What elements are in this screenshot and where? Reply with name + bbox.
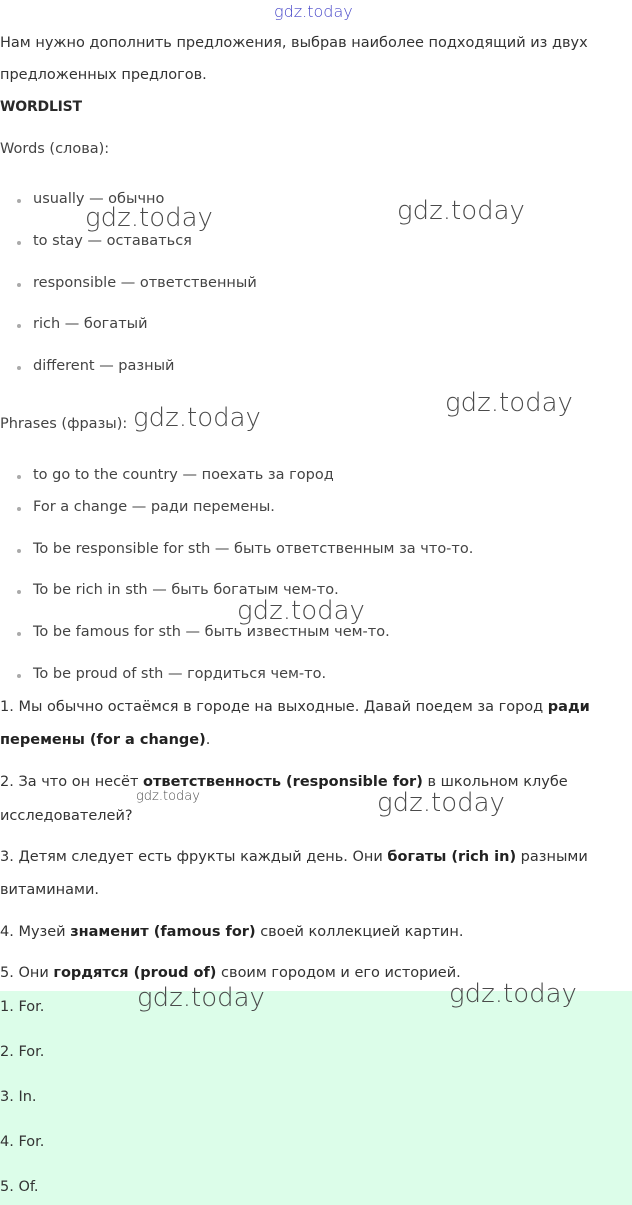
- watermark: gdz.today: [133, 403, 261, 433]
- sentence-3-line-1: 3. Детям следует есть фрукты каждый день. Они богаты (rich in) разными: [0, 849, 588, 865]
- list-item: To be rich in sth — быть богатым чем-то.: [33, 582, 339, 598]
- answer-5: 5. Of.: [0, 1179, 39, 1195]
- answer-3: 3. In.: [0, 1089, 37, 1105]
- wordlist-heading: WORDLIST: [0, 99, 82, 115]
- phrases-label: Phrases (фразы):: [0, 416, 128, 432]
- sentence-3-line-2: витаминами.: [0, 882, 100, 898]
- watermark: gdz.today: [85, 203, 213, 233]
- watermark: gdz.today: [237, 596, 365, 626]
- answers-panel: [0, 991, 632, 1205]
- intro-line-2: предложенных предлогов.: [0, 67, 207, 83]
- list-item: To be famous for sth — быть известным чем-то.: [33, 624, 390, 640]
- list-item: For a change — ради перемены.: [33, 499, 275, 515]
- watermark: gdz.today: [136, 789, 200, 804]
- answer-1: 1. For.: [0, 999, 45, 1015]
- sentence-2-line-1: 2. За что он несёт ответственность (responsible for) в школьном клубе: [0, 774, 568, 790]
- list-item: To be responsible for sth — быть ответственным за что-то.: [33, 541, 474, 557]
- words-label: Words (слова):: [0, 141, 110, 157]
- sentence-1-line-1: 1. Мы обычно остаёмся в городе на выходные. Давай поедем за город ради: [0, 699, 590, 715]
- list-item: responsible — ответственный: [33, 275, 257, 291]
- list-item: rich — богатый: [33, 316, 148, 332]
- answer-4: 4. For.: [0, 1134, 45, 1150]
- list-item: to stay — оставаться: [33, 233, 192, 249]
- sentence-5: 5. Они гордятся (proud of) своим городом и его историей.: [0, 965, 461, 981]
- list-item: To be proud of sth — гордиться чем-то.: [33, 666, 327, 682]
- watermark: gdz.today: [377, 788, 505, 818]
- watermark: gdz.today: [445, 388, 573, 418]
- sentence-2-line-2: исследователей?: [0, 808, 133, 824]
- watermark-top: gdz.today: [274, 2, 353, 21]
- watermark: gdz.today: [449, 979, 577, 1009]
- list-item: usually — обычно: [33, 191, 165, 207]
- watermark: gdz.today: [137, 983, 265, 1013]
- answer-2: 2. For.: [0, 1044, 45, 1060]
- sentence-1-line-2: перемены (for a change).: [0, 732, 211, 748]
- watermark: gdz.today: [397, 196, 525, 226]
- list-item: to go to the country — поехать за город: [33, 467, 334, 483]
- intro-line-1: Нам нужно дополнить предложения, выбрав наиболее подходящий из двух: [0, 35, 588, 51]
- sentence-4: 4. Музей знаменит (famous for) своей коллекцией картин.: [0, 924, 464, 940]
- list-item: different — разный: [33, 358, 175, 374]
